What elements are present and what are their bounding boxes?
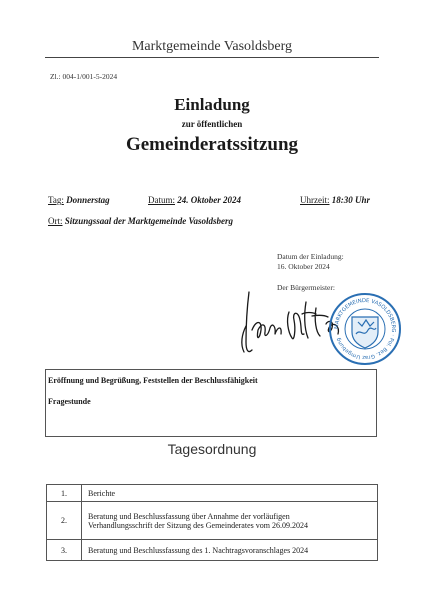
date-field	[148, 195, 241, 205]
preliminary-item: Fragestunde	[48, 397, 91, 406]
day-value: Donnerstag	[66, 195, 110, 205]
date-label: Datum:	[148, 195, 175, 205]
agenda-item-line: Verhandlungsschrift der Sitzung des Gemeinderates vom 26.09.2024	[88, 520, 308, 530]
invitation-main-title: Gemeinderatssitzung	[125, 134, 299, 155]
agenda-row	[47, 502, 378, 540]
day-label: Tag:	[48, 195, 64, 205]
seal-text: MARKTGEMEINDE VASOLDSBERG · Pol. Bez. Graz Umgebung	[333, 297, 397, 361]
agenda-row	[47, 540, 378, 561]
municipality-header: Marktgemeinde Vasoldsberg	[131, 39, 293, 54]
header-divider	[45, 57, 379, 58]
agenda-row	[47, 485, 378, 502]
agenda-item-text	[82, 485, 378, 502]
municipality-seal	[328, 292, 402, 366]
agenda-table	[46, 484, 378, 561]
place-field	[48, 216, 233, 226]
agenda-item-line: Beratung und Beschlussfassung des 1. Nachtragsvoranschlages 2024	[88, 545, 309, 555]
invite-date-label: Datum der Einladung:	[277, 252, 344, 261]
invitation-subtitle: zur öffentlichen	[181, 119, 243, 129]
agenda-item-number: 1.	[47, 485, 82, 502]
agenda-item-text	[82, 502, 378, 540]
preliminary-item: Eröffnung und Begrüßung, Feststellen der Beschlussfähigkeit	[48, 376, 258, 385]
place-value: Sitzungssaal der Marktgemeinde Vasoldsberg	[64, 216, 234, 226]
place-label: Ort:	[48, 216, 63, 226]
day-field	[48, 195, 110, 205]
invitation-title: Einladung	[174, 95, 250, 114]
agenda-heading: Tagesordnung	[167, 441, 257, 457]
agenda-item-number: 2.	[47, 502, 82, 540]
mayor-label: Der Bürgermeister:	[277, 283, 335, 292]
agenda-item-text	[82, 540, 378, 561]
agenda-item-line: Beratung und Beschlussfassung über Annahme der vorläufigen	[88, 511, 290, 521]
time-field	[300, 195, 370, 205]
reference-number: Zl.: 004-1/001-5-2024	[50, 72, 118, 81]
invite-date-value: 16. Oktober 2024	[277, 262, 330, 271]
agenda-item-number: 3.	[47, 540, 82, 561]
agenda-item-line: Berichte	[88, 488, 116, 498]
time-value: 18:30 Uhr	[331, 195, 371, 205]
date-value: 24. Oktober 2024	[177, 195, 241, 205]
time-label: Uhrzeit:	[300, 195, 330, 205]
